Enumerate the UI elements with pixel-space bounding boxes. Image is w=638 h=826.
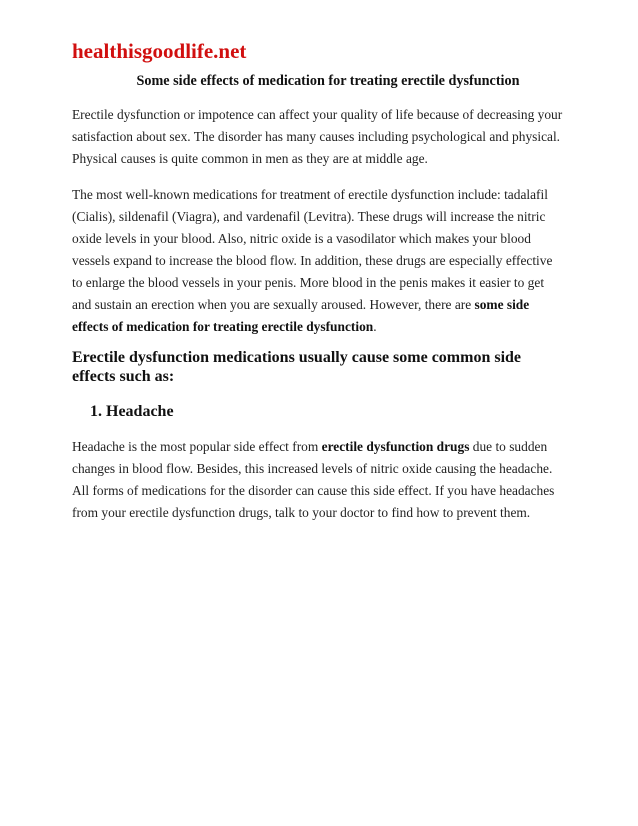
paragraph-medications-text: The most well-known medications for treatment of erectile dysfunction include: tadalafil (Cialis), sildenafil (Viagra), and vardenafil (Levitra). These drugs will increase the nitric oxide levels in your blood. Also, nitric oxide is a vasodilator which makes your blood vessels expand to increase the blood flow. In addition, these drugs are especially effective to enlarge the blood vessels in your penis. More blood in the penis makes it easier to get and sustain an erection when you are sexually aroused. However, there are <box>72 187 553 312</box>
paragraph-intro: Erectile dysfunction or impotence can affect your quality of life because of decreasing your satisfaction about sex. The disorder has many causes including psychological and physical. Physical causes is quite common in men as they are at middle age. <box>72 107 563 166</box>
keyword-ed-drugs: erectile dysfunction drugs <box>321 439 470 454</box>
article-title: Some side effects of medication for treating erectile dysfunction <box>136 73 520 89</box>
paragraph-headache-pre: Headache is the most popular side effect from <box>72 439 322 454</box>
paragraph-headache <box>72 436 566 524</box>
paragraph-headache-post: due to sudden changes in blood flow. Besides, this increased levels of nitric oxide causing the headache. All forms of medications for the disorder can cause this side effect. If you have headaches from your erectile dysfunction drugs, talk to your doctor to find how to prevent them. <box>72 439 555 520</box>
site-name: healthisgoodlife.net <box>72 39 247 63</box>
keyword-side-effects-link: some side effects of medication for treating erectile dysfunction <box>72 297 530 334</box>
item-heading-headache: 1. Headache <box>90 403 174 420</box>
paragraph-medications-end: . <box>373 319 377 334</box>
section-subheading: Erectile dysfunction medications usually cause some common side effects such as: <box>72 349 522 385</box>
paragraph-medications <box>72 184 566 338</box>
